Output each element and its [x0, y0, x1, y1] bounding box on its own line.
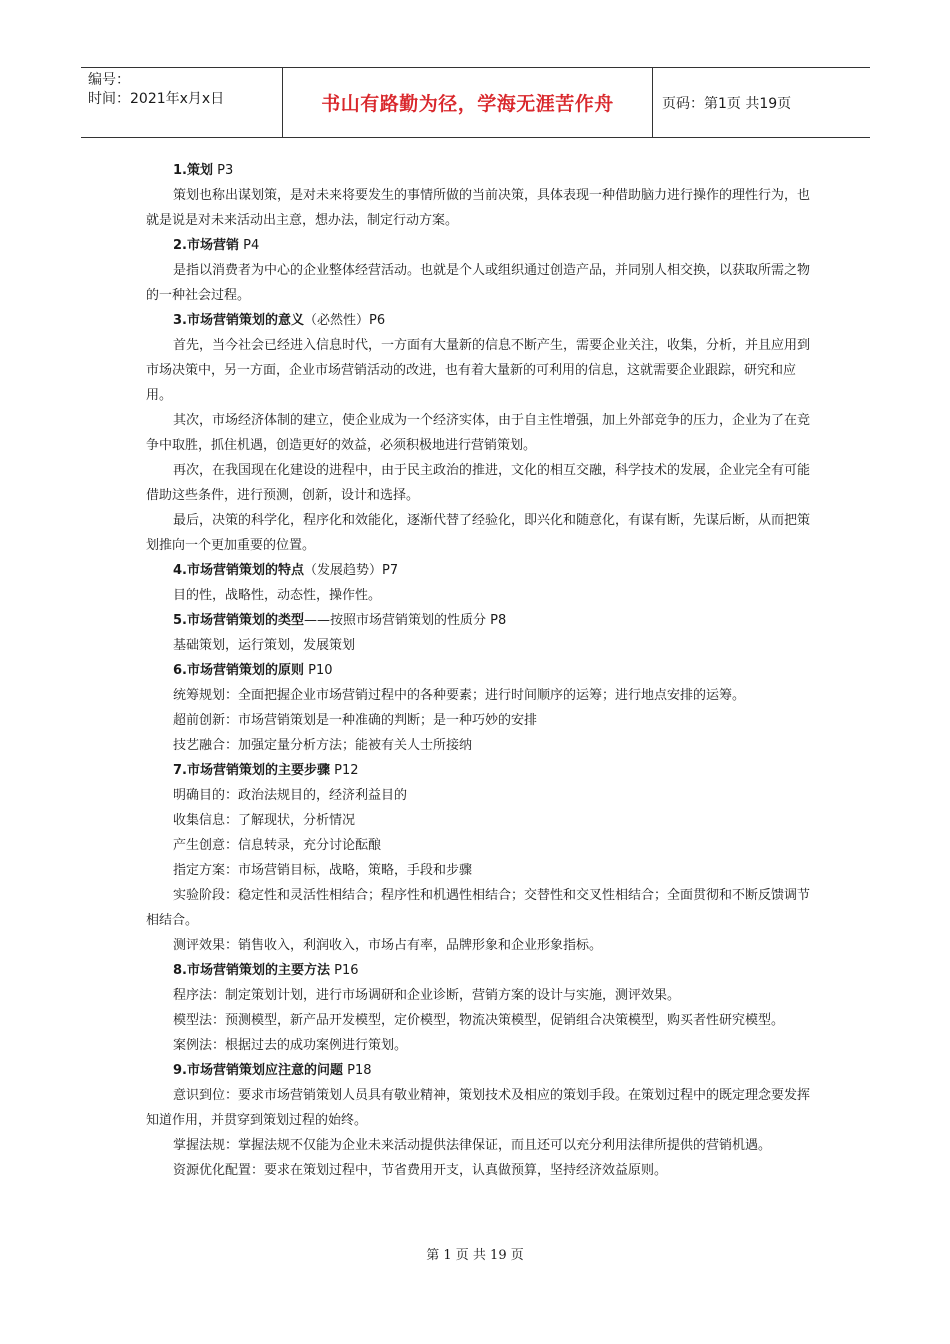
body-paragraph: 技艺融合：加强定量分析方法；能被有关人士所接纳: [173, 738, 473, 753]
section-heading-note: P3: [212, 163, 234, 178]
section-heading-title: 7.市场营销策划的主要步骤: [173, 763, 330, 778]
body-paragraph: 统筹规划：全面把握企业市场营销过程中的各种要素；进行时间顺序的运筹；进行地点安排的运筹。: [173, 688, 746, 703]
body-paragraph: 明确目的：政治法规目的，经济利益目的: [173, 788, 408, 803]
body-paragraph: 再次，在我国现在化建设的进程中，由于民主政治的推进，文化的相互交融，科学技术的发展，企业完全有可能借助这些条件，进行预测，创新，设计和选择。: [146, 463, 811, 503]
section-heading-title: 1.策划: [173, 163, 213, 178]
document-number-label: 编号：: [88, 72, 130, 88]
section-heading-note: P18: [342, 1063, 372, 1078]
body-paragraph: 策划也称出谋划策，是对未来将要发生的事情所做的当前决策，具体表现一种借助脑力进行操作的理性行为，也就是说是对未来活动出主意，想办法，制定行动方案。: [146, 188, 811, 228]
body-paragraph: 最后，决策的科学化，程序化和效能化，逐渐代替了经验化，即兴化和随意化，有谋有断，先谋后断，从而把策划推向一个更加重要的位置。: [146, 513, 811, 553]
header-page-info: 页码：第1页 共19页: [662, 95, 792, 112]
body-paragraph: 收集信息：了解现状，分析情况: [173, 813, 356, 828]
body-paragraph: 目的性，战略性，动态性，操作性。: [173, 588, 382, 603]
section-heading: [146, 1058, 812, 1083]
section-heading: [146, 658, 812, 683]
section-heading-note: （必然性）P6: [303, 313, 386, 328]
body-paragraph: 首先，当今社会已经进入信息时代，一方面有大量新的信息不断产生，需要企业关注，收集，分析，并且应用到市场决策中，另一方面，企业市场营销活动的改进，也有着大量新的可利用的信息，这就需要企业跟踪，研究和应用。: [146, 338, 811, 403]
body-paragraph: 意识到位：要求市场营销策划人员具有敬业精神，策划技术及相应的策划手段。在策划过程中的既定理念要发挥知道作用，并贯穿到策划过程的始终。: [146, 1088, 811, 1128]
section-heading-note: P4: [238, 238, 260, 253]
body-paragraph: 其次，市场经济体制的建立，使企业成为一个经济实体，由于自主性增强，加上外部竞争的压力，企业为了在竞争中取胜，抓住机遇，创造更好的效益，必须积极地进行营销策划。: [146, 413, 811, 453]
body-paragraph: 超前创新：市场营销策划是一种准确的判断；是一种巧妙的安排: [173, 713, 538, 728]
section-heading: [146, 608, 812, 633]
section-heading-title: 4.市场营销策划的特点: [173, 563, 304, 578]
body-paragraph: 掌握法规：掌握法规不仅能为企业未来活动提供法律保证，而且还可以充分利用法律所提供的营销机遇。: [173, 1138, 772, 1153]
body-paragraph: 是指以消费者为中心的企业整体经营活动。也就是个人或组织通过创造产品，并同别人相交换，以获取所需之物的一种社会过程。: [146, 263, 811, 303]
section-heading-note: P10: [303, 663, 333, 678]
section-heading-title: 9.市场营销策划应注意的问题: [173, 1063, 343, 1078]
body-paragraph: 实验阶段：稳定性和灵活性相结合；程序性和机遇性相结合；交替性和交叉性相结合；全面贯彻和不断反馈调节相结合。: [146, 888, 811, 928]
section-heading-title: 3.市场营销策划的意义: [173, 313, 304, 328]
section-heading-title: 6.市场营销策划的原则: [173, 663, 304, 678]
section-heading: [146, 558, 812, 583]
section-heading: [146, 758, 812, 783]
body-paragraph: 资源优化配置：要求在策划过程中，节省费用开支，认真做预算，坚持经济效益原则。: [173, 1163, 668, 1178]
section-heading-title: 8.市场营销策划的主要方法: [173, 963, 330, 978]
body-paragraph: 模型法：预测模型，新产品开发模型，定价模型，物流决策模型，促销组合决策模型，购买者性研究模型。: [173, 1013, 785, 1028]
body-paragraph: 测评效果：销售收入，利润收入，市场占有率，品牌形象和企业形象指标。: [173, 938, 603, 953]
section-heading: [146, 233, 812, 258]
section-heading-note: P16: [329, 963, 359, 978]
document-time-label: 时间：2021年x月x日: [88, 91, 225, 107]
section-heading-title: 2.市场营销: [173, 238, 239, 253]
page-header: [81, 67, 870, 138]
header-slogan: 书山有路勤为径，学海无涯苦作舟: [282, 68, 653, 137]
header-meta: [81, 68, 282, 137]
section-heading: [146, 308, 812, 333]
body-paragraph: 程序法：制定策划计划，进行市场调研和企业诊断，营销方案的设计与实施，测评效果。: [173, 988, 681, 1003]
section-heading: [146, 158, 812, 183]
body-paragraph: 案例法：根据过去的成功案例进行策划。: [173, 1038, 408, 1053]
section-heading: [146, 958, 812, 983]
document-body: [146, 158, 812, 1183]
section-heading-note: ——按照市场营销策划的性质分 P8: [303, 613, 507, 628]
body-paragraph: 指定方案：市场营销目标，战略，策略，手段和步骤: [173, 863, 473, 878]
section-heading-note: （发展趋势）P7: [303, 563, 399, 578]
page-footer: 第 1 页 共 19 页: [426, 1248, 524, 1263]
body-paragraph: 基础策划，运行策划，发展策划: [173, 638, 356, 653]
body-paragraph: 产生创意：信息转录，充分讨论酝酿: [173, 838, 382, 853]
section-heading-title: 5.市场营销策划的类型: [173, 613, 304, 628]
section-heading-note: P12: [329, 763, 359, 778]
